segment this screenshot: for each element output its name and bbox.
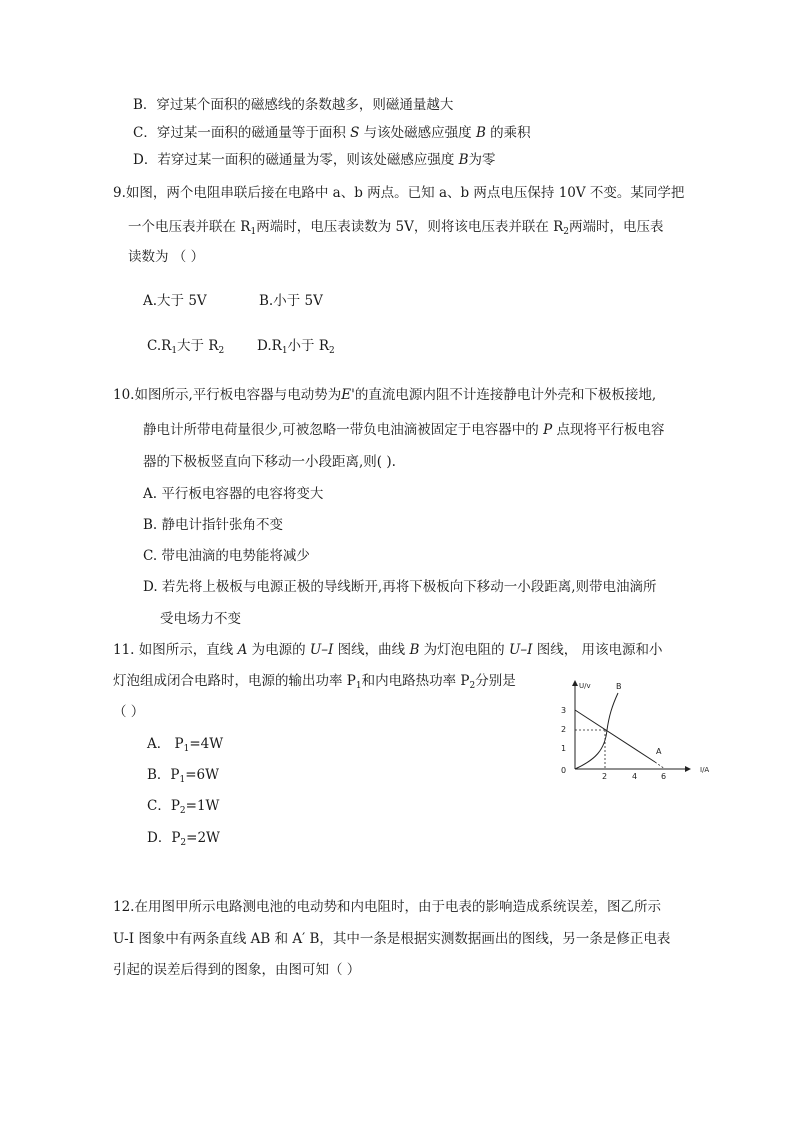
graph-line-a-label: A xyxy=(656,747,662,756)
q12-stem-line2: U-I 图象中有两条直线 AB 和 A′ B，其中一条是根据实测数据画出的图线，另一条是修正电表 xyxy=(113,931,671,947)
q11-stem-line3: （ ） xyxy=(113,704,145,720)
q11-stem-line2: 灯泡组成闭合电路时，电源的输出功率 $P_1$和内电路热功率 $P_2$分别是 xyxy=(113,673,516,691)
q8-option-d: D．若穿过某一面积的磁通量为零，则该处磁感应强度 B为零 xyxy=(133,152,496,168)
q11-option-d: D．$P_2=2W$ xyxy=(147,830,220,848)
graph-x-axis-label: I/A xyxy=(700,766,710,774)
graph-line-a-solid xyxy=(575,710,655,762)
q11-option-a: A． $P_1=4W$ xyxy=(147,736,224,754)
q9-stem-line2: 一个电压表并联在 $R_1$两端时，电压表读数为 5V，则将该电压表并联在 $R_2$两端时，电压表 xyxy=(128,219,664,237)
graph-y-axis-label: U/v xyxy=(579,682,591,690)
q9-stem-line1: 9.如图，两个电阻串联后接在电路中 a、b 两点。已知 a、b 两点电压保持 10V 不变。某同学把 xyxy=(113,185,685,201)
q9-stem-line3: 读数为 （ ） xyxy=(128,249,205,265)
q8-option-b: B．穿过某个面积的磁感线的条数越多，则磁通量越大 xyxy=(133,97,454,113)
graph-curve-b-label: B xyxy=(616,682,622,691)
q10-option-a: A. 平行板电容器的电容将变大 xyxy=(143,486,324,502)
q10-stem-line1: 10.如图所示,平行板电容器与电动势为E'的直流电源内阻不计连接静电计外壳和下极板接地, xyxy=(113,387,657,403)
q11-stem-line1: 11. 如图所示，直线 A 为电源的 U–I 图线，曲线 B 为灯泡电阻的 U–I 图线， 用该电源和小 xyxy=(113,642,663,658)
q10-option-b: B. 静电计指针张角不变 xyxy=(143,517,284,533)
q9-option-c: $C.R_1$大于 $R_2$ xyxy=(147,338,225,356)
graph-line-a-dashed xyxy=(655,762,665,769)
graph-curve-b xyxy=(575,693,618,769)
q9-option-b: B.小于 5V xyxy=(259,293,323,309)
q9-option-a: A.大于 5V xyxy=(143,293,207,309)
graph-y-tick-1: 1 xyxy=(561,744,567,753)
q10-option-d-line2: 受电场力不变 xyxy=(160,611,241,627)
graph-origin-label: 0 xyxy=(561,766,567,775)
q10-stem-line3: 器的下极板竖直向下移动一小段距离,则( ). xyxy=(143,454,396,470)
graph-y-tick-3: 3 xyxy=(561,706,567,715)
q11-option-c: C．$P_2=1W$ xyxy=(147,798,220,816)
graph-y-tick-2: 2 xyxy=(561,725,567,734)
q10-option-c: C. 带电油滴的电势能将减少 xyxy=(143,548,310,564)
q10-stem-line2: 静电计所带电荷量很少,可被忽略一带负电油滴被固定于电容器中的 P 点现将平行板电容 xyxy=(143,422,665,438)
q11-option-b: B．$P_1=6W$ xyxy=(147,767,220,785)
q12-stem-line3: 引起的误差后得到的图象，由图可知（ ） xyxy=(113,962,361,978)
graph-x-tick-2: 2 xyxy=(602,772,608,781)
q12-stem-line1: 12.在用图甲所示电路测电池的电动势和内电阻时，由于电表的影响造成系统误差，图乙所示 xyxy=(113,899,661,915)
q11-ui-graph xyxy=(555,678,715,783)
q10-option-d-line1: D. 若先将上极板与电源正极的导线断开,再将下极板向下移动一小段距离,则带电油滴所 xyxy=(143,579,657,595)
q8-option-c: C．穿过某一面积的磁通量等于面积 S 与该处磁感应强度 B 的乘积 xyxy=(133,125,531,141)
q9-option-d: $D.R_1$小于 $R_2$ xyxy=(257,338,335,356)
graph-x-tick-4: 4 xyxy=(632,772,638,781)
graph-x-tick-6: 6 xyxy=(661,772,667,781)
